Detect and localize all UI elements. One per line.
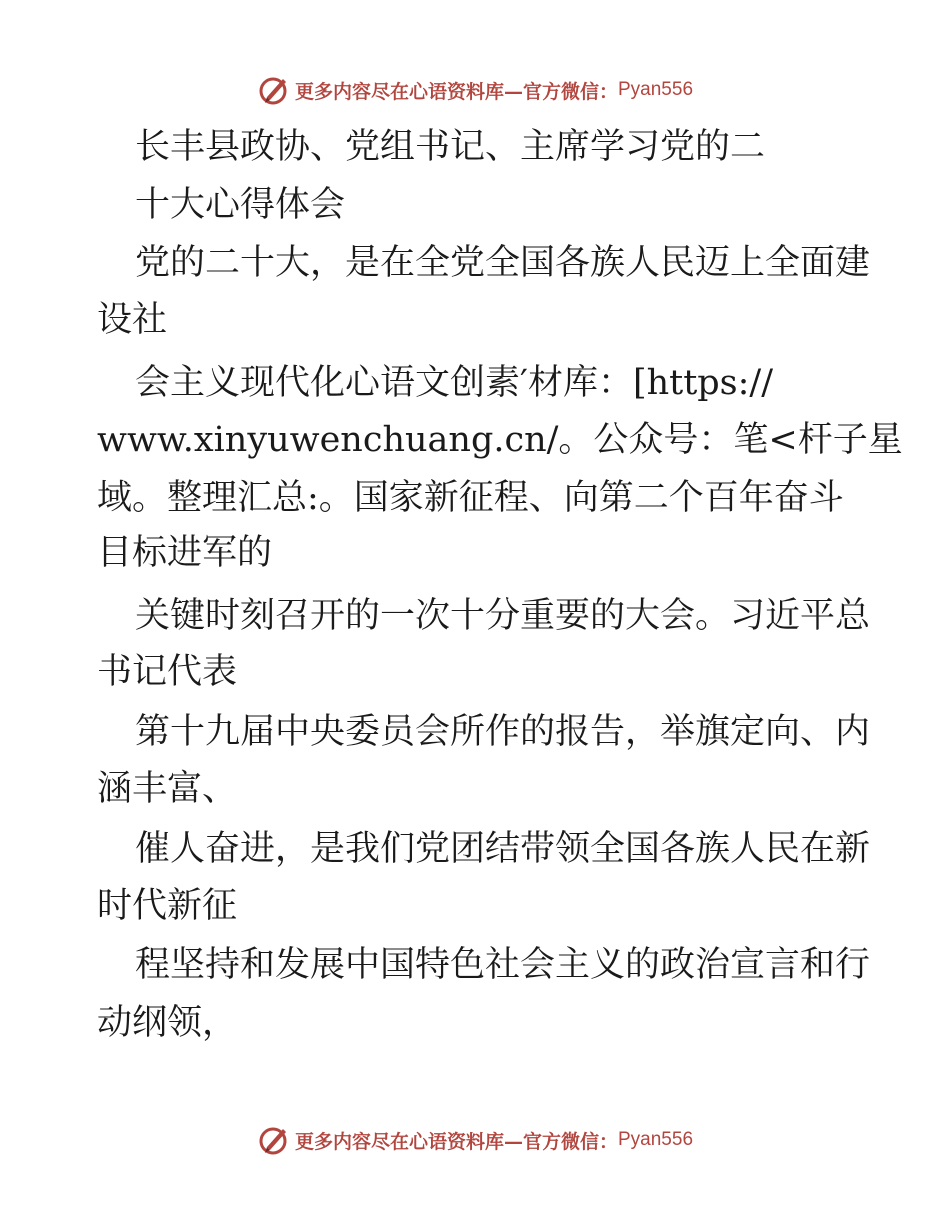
body-line: 设社 (97, 300, 168, 340)
banner-wechat-id: Pyan556 (618, 1129, 694, 1150)
body-line: 会主义现代化心语文创素′材库：[https:// (135, 363, 774, 403)
banner-text: 更多内容尽在心语资料库—官方微信： (294, 80, 618, 103)
body-line: 目标进军的 (97, 533, 273, 573)
body-line: 催人奋进，是我们党团结带领全国各族人民在新 (135, 829, 871, 869)
banner-text: 更多内容尽在心语资料库—官方微信： (294, 1130, 618, 1153)
body-line: 十大心得体会 (135, 185, 346, 225)
body-line: 域。整理汇总:。国家新征程、向第二个百年奋斗 (97, 478, 844, 518)
body-line: 书记代表 (97, 652, 238, 692)
body-line: 党的二十大，是在全党全国各族人民迈上全面建 (135, 243, 871, 283)
body-line: 程坚持和发展中国特色社会主义的政治宣言和行 (135, 945, 871, 985)
body-line: 第十九届中央委员会所作的报告，举旗定向、内 (135, 712, 871, 752)
banner-wechat-id: Pyan556 (618, 79, 694, 100)
pen-logo-icon (257, 1123, 291, 1157)
body-line: 时代新征 (97, 886, 238, 926)
body-line: 涵丰富、 (97, 769, 238, 809)
body-line: www.xinyuwenchuang.cn/。公众号：笔<杆子星 (97, 420, 903, 460)
footer-banner (0, 1120, 950, 1160)
body-line: 长丰县政协、党组书记、主席学习党的二 (135, 127, 766, 167)
body-line: 动纲领， (97, 1003, 238, 1043)
body-line: 关键时刻召开的一次十分重要的大会。习近平总 (135, 596, 871, 636)
